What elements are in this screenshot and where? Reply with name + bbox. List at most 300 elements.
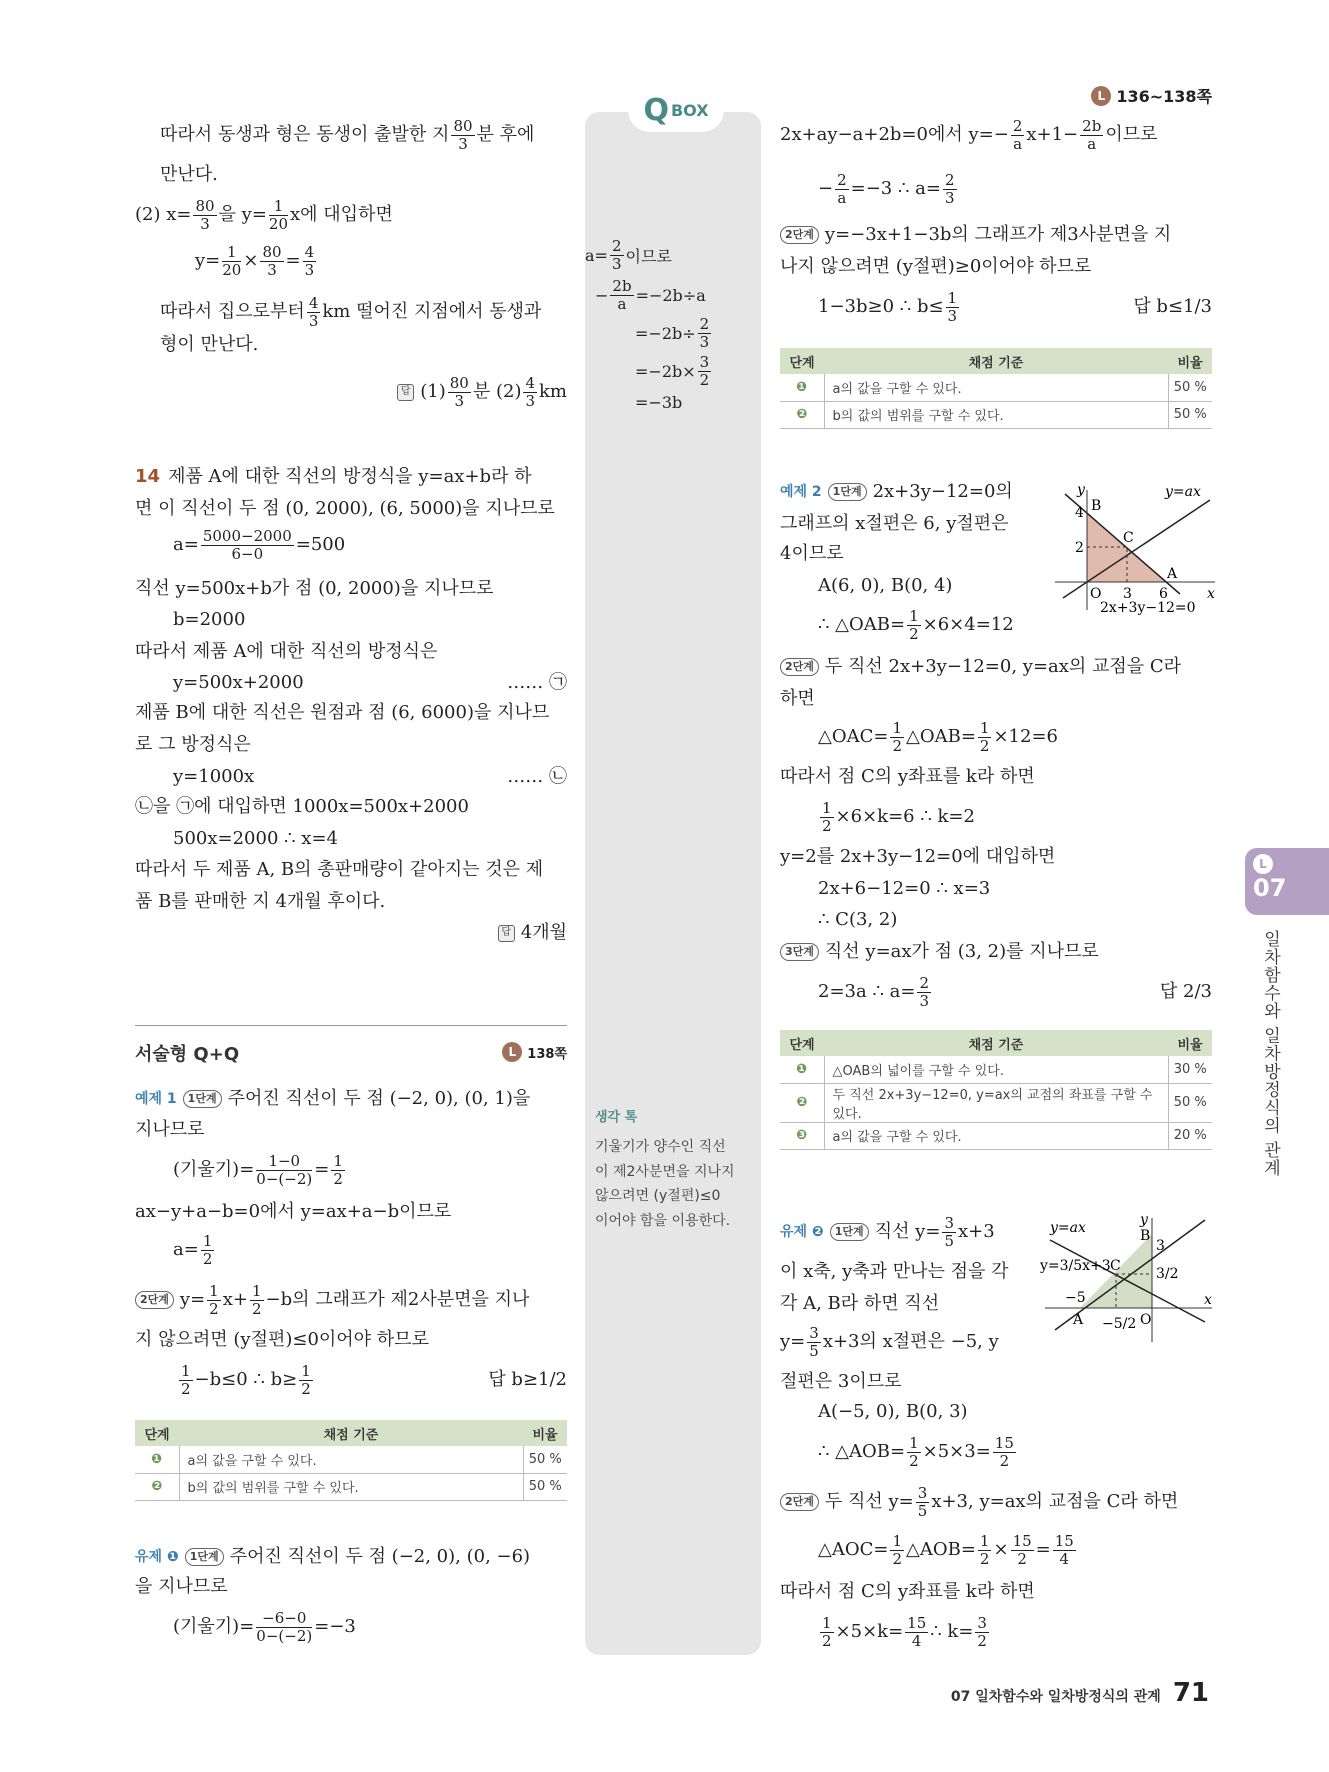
text-segment: 따라서 동생과 형은 동생이 출발한 지	[160, 124, 450, 145]
numerator: 80	[262, 242, 282, 261]
text-segment: 그래프의 x절편은 6, y절편은	[780, 513, 1009, 534]
point-c: C	[1123, 530, 1134, 546]
text-segment: a=	[173, 534, 199, 555]
text-segment: y=−3x+1−3b의 그래프가 제3사분면을 지	[824, 224, 1172, 245]
denominator: 3	[611, 254, 622, 273]
example-label: 예제 2	[780, 484, 822, 500]
text-segment: ×6×4=12	[922, 614, 1014, 635]
tip-title: 생각 톡	[595, 1110, 638, 1125]
fraction	[451, 118, 474, 153]
right-note: …… ㉡	[507, 766, 567, 787]
criterion: b의 값의 범위를 구할 수 있다.	[179, 1473, 523, 1500]
text-segment: =−3	[314, 1616, 356, 1637]
fraction	[917, 975, 931, 1010]
math-line	[173, 668, 567, 698]
q-logo-icon: Q	[643, 92, 669, 128]
math-line	[818, 905, 897, 935]
text-segment: −b≤0 ∴ b≥	[194, 1369, 298, 1390]
math-line	[135, 196, 393, 233]
denominator: 2	[909, 624, 919, 643]
numerator: 2	[699, 314, 710, 333]
text-segment: 이므로	[625, 246, 672, 266]
math-line	[135, 1572, 228, 1602]
tick-minus-5-2: −5/2	[1102, 1316, 1137, 1332]
tip-line: 이 제2사분면을 지나지	[595, 1163, 735, 1180]
fraction	[993, 1435, 1016, 1470]
text-segment: (기울기)=	[173, 1159, 255, 1180]
text-segment: 2x+6−12=0 ∴ x=3	[818, 878, 991, 899]
table-header: 비율	[1168, 1030, 1212, 1056]
numerator: 1	[209, 1281, 219, 1300]
point-a: A	[1167, 566, 1178, 582]
fraction	[610, 238, 624, 273]
math-line	[160, 116, 535, 153]
math-line	[780, 937, 1099, 967]
text-segment: x에 대입하면	[290, 204, 393, 225]
fraction	[193, 198, 216, 233]
denominator: a	[1013, 134, 1023, 153]
math-line	[135, 1325, 429, 1355]
text-segment: 절편은 3이므로	[780, 1371, 902, 1392]
ratio: 50 %	[523, 1473, 567, 1500]
numerator: 2	[837, 170, 847, 189]
text-segment: =	[314, 1159, 330, 1180]
text-segment: △AOC=	[818, 1539, 889, 1560]
text-segment: 직선 y=ax가 점 (3, 2)를 지나므로	[824, 941, 1099, 962]
scoring-table-2	[780, 1030, 1212, 1150]
example-label: 유제 ❶	[135, 1549, 179, 1565]
math-line	[135, 462, 532, 492]
y-label: y	[1140, 1212, 1148, 1228]
numerator: 1	[892, 718, 902, 737]
denominator: 6−0	[231, 544, 264, 563]
x-label: x	[1204, 1292, 1212, 1308]
math-line	[135, 792, 469, 822]
numerator: 15	[1054, 1531, 1074, 1550]
line-label: y=ax	[1165, 484, 1201, 500]
x-label: x	[1207, 586, 1215, 602]
math-line	[173, 762, 567, 792]
fraction	[307, 295, 321, 330]
fraction	[698, 354, 712, 389]
denominator: 5	[944, 1231, 954, 1250]
footer	[951, 1678, 1209, 1708]
fraction	[890, 1533, 904, 1568]
math-line	[498, 918, 567, 948]
section-ref-text: 138쪽	[527, 1046, 567, 1062]
math-line	[135, 1197, 451, 1227]
right-note: …… ㉠	[507, 672, 567, 693]
numerator: 4	[304, 242, 315, 261]
denominator: 3	[308, 311, 319, 330]
fraction	[835, 172, 849, 207]
math-line	[780, 652, 1181, 682]
text-segment: x+	[222, 1289, 248, 1310]
text-segment: 주어진 직선이 두 점 (−2, 0), (0, −6)	[229, 1546, 531, 1567]
fraction	[978, 1533, 992, 1568]
math-line	[818, 1433, 1018, 1470]
fraction	[820, 800, 834, 835]
math-line	[585, 236, 672, 273]
text-segment: 2=3a ∴ a=	[818, 981, 916, 1002]
text-segment: A(−5, 0), B(0, 3)	[818, 1401, 968, 1422]
page-ref-text: 136~138쪽	[1116, 87, 1212, 106]
example-label: 예제 1	[135, 1091, 177, 1107]
denominator: 2	[251, 1299, 262, 1318]
table-header: 채점 기준	[179, 1420, 523, 1446]
text-segment: a=	[173, 1239, 199, 1260]
math-line	[397, 373, 567, 410]
fraction	[201, 1233, 215, 1268]
text-segment: x+1−	[1026, 124, 1079, 145]
text-segment: 직선 y=	[874, 1221, 941, 1242]
math-line	[135, 1084, 530, 1114]
answer-icon: 답	[498, 925, 515, 942]
fraction	[820, 1615, 834, 1650]
text-segment: 나지 않으려면 (y절편)≥0이어야 하므로	[780, 256, 1092, 277]
step-number: ❷	[780, 401, 824, 428]
denominator: 20	[222, 260, 242, 279]
math-line	[818, 288, 1212, 325]
text-segment: 따라서 제품 A에 대한 직선의 방정식은	[135, 641, 438, 662]
math-line	[135, 1542, 530, 1572]
numerator: 2b	[612, 276, 632, 295]
point-c: C	[1110, 1258, 1121, 1274]
text-segment: 2x+3y−12=0의	[872, 481, 1013, 502]
section-title: 서술형 Q+Q	[135, 1044, 240, 1065]
numerator: 1	[269, 198, 288, 216]
text-segment: 각 A, B라 하면 직선	[780, 1293, 940, 1314]
numerator: 1	[909, 1433, 919, 1452]
math-line	[780, 116, 1158, 153]
text-segment: △OAC=	[818, 726, 889, 747]
ratio: 50 %	[1168, 1083, 1212, 1122]
fraction	[201, 528, 294, 563]
denominator: 2	[301, 1379, 311, 1398]
text-segment: b=2000	[173, 609, 246, 630]
step-badge: 1단계	[185, 1548, 224, 1566]
step-number: ❶	[780, 374, 824, 401]
math-line	[160, 330, 258, 360]
numerator: 1	[947, 288, 958, 307]
text-segment: ×6×k=6 ∴ k=2	[835, 806, 975, 827]
math-line	[160, 160, 218, 190]
table-row	[780, 1056, 1212, 1083]
denominator: 2	[979, 1549, 990, 1568]
math-line	[780, 1323, 999, 1360]
tick-minus-5: −5	[1065, 1290, 1086, 1306]
denominator: 0−(−2)	[256, 1626, 313, 1645]
text-segment: =−2b÷a	[635, 285, 706, 305]
section-ref	[502, 1042, 567, 1062]
math-line	[160, 293, 542, 330]
numerator: 2	[944, 170, 955, 189]
math-line	[780, 1213, 995, 1250]
math-line	[135, 574, 494, 604]
text-segment: 분 (2)	[472, 381, 522, 402]
text-segment: 4개월	[520, 922, 567, 943]
denominator: 2	[202, 1249, 213, 1268]
math-line	[780, 1289, 939, 1319]
text-segment: =	[285, 250, 301, 271]
math-line	[818, 874, 990, 904]
math-line	[818, 1613, 991, 1650]
fraction	[698, 316, 712, 351]
text-segment: x+3, y=ax의 교점을 C라 하면	[931, 1491, 1179, 1512]
example-label: 유제 ❷	[780, 1224, 824, 1240]
chapter-title-vertical: 일차함수와 일차방정식의 관계	[1260, 930, 1280, 1177]
fraction	[207, 1283, 221, 1318]
text-segment: =−3 ∴ a=	[850, 178, 941, 199]
denominator: 2	[892, 736, 902, 755]
text-segment: −b의 그래프가 제2사분면을 지나	[265, 1289, 530, 1310]
text-segment: 지 않으려면 (y절편)≤0이어야 하므로	[135, 1329, 429, 1350]
text-segment: A(6, 0), B(0, 4)	[818, 575, 953, 596]
math-line	[177, 1361, 567, 1398]
denominator: 3	[304, 260, 315, 279]
text-segment: =−2b÷	[635, 323, 696, 343]
denominator: 2	[979, 736, 990, 755]
math-line	[818, 798, 975, 835]
fraction	[179, 1363, 193, 1398]
text-segment: 형이 만난다.	[160, 334, 259, 355]
math-line	[818, 973, 1212, 1010]
text-segment: ×	[993, 1539, 1009, 1560]
fraction	[222, 244, 241, 279]
chapter-number: 07	[1253, 874, 1287, 902]
fraction	[331, 1153, 345, 1188]
text-segment: 제품 A에 대한 직선의 방정식을 y=ax+b라 하	[168, 466, 532, 487]
text-segment: y=	[179, 1289, 206, 1310]
text-segment: ×5×k=	[835, 1621, 904, 1642]
answer-icon: 답	[397, 384, 414, 401]
table-row	[780, 374, 1212, 401]
text-segment: ∴ C(3, 2)	[818, 909, 898, 930]
numerator: 1	[822, 1613, 832, 1632]
denominator: 2	[209, 1299, 219, 1318]
numerator: 3	[917, 1483, 928, 1502]
right-note: 답 b≥1/2	[488, 1369, 567, 1390]
numerator: 80	[449, 373, 469, 392]
denominator: 3	[458, 134, 468, 153]
math-line	[818, 1531, 1078, 1568]
point-b: B	[1140, 1228, 1151, 1244]
logo-text: BOX	[670, 100, 709, 120]
math-line	[780, 684, 815, 714]
fraction	[1011, 118, 1025, 153]
numerator: 3	[809, 1323, 819, 1342]
fraction	[978, 720, 992, 755]
math-line	[780, 842, 1055, 872]
step-badge: 2단계	[780, 658, 819, 676]
math-line	[135, 730, 251, 760]
table-row	[135, 1446, 567, 1473]
table-row	[135, 1473, 567, 1500]
numerator: 1	[822, 798, 832, 817]
text-segment: 로 그 방정식은	[135, 734, 251, 755]
numerator: 2	[1012, 116, 1023, 135]
text-segment: 따라서 두 제품 A, B의 총판매량이 같아지는 것은 제	[135, 859, 544, 880]
denominator: 2	[977, 1631, 987, 1650]
denominator: 20	[268, 214, 289, 233]
scoring-table-1	[780, 348, 1212, 429]
numerator: 2	[611, 236, 622, 255]
ratio: 50 %	[523, 1446, 567, 1473]
numerator: 1	[979, 1531, 990, 1550]
denominator: 5	[809, 1341, 819, 1360]
fraction	[299, 1363, 313, 1398]
math-line	[780, 509, 1009, 539]
table-header: 단계	[780, 1030, 824, 1056]
math-line	[780, 477, 1013, 507]
text-segment: 두 직선 y=	[824, 1491, 914, 1512]
math-line	[595, 276, 706, 313]
origin: O	[1140, 1312, 1152, 1328]
tick-3: 3	[1156, 1238, 1165, 1254]
text-segment: △OAB=	[906, 726, 976, 747]
numerator: 1	[979, 718, 990, 737]
text-segment: y=500x+2000	[173, 672, 304, 693]
math-line	[135, 1281, 530, 1318]
text-segment: y=1000x	[173, 766, 255, 787]
text-segment: −	[595, 285, 609, 305]
denominator: 3	[525, 391, 536, 410]
fraction	[1011, 1533, 1034, 1568]
criterion: 두 직선 2x+3y−12=0, y=ax의 교점의 좌표를 구할 수 있다.	[824, 1083, 1168, 1122]
denominator: a	[1087, 134, 1097, 153]
line-y-ax	[1050, 1240, 1205, 1322]
numerator: −6−0	[256, 1610, 312, 1628]
math-line	[780, 762, 1035, 792]
denominator: 2	[999, 1451, 1010, 1470]
origin: O	[1090, 586, 1102, 602]
denominator: 2	[822, 1631, 832, 1650]
fraction	[256, 1153, 312, 1188]
fraction	[907, 1435, 921, 1470]
numerator: 4	[308, 293, 319, 312]
fraction	[975, 1615, 989, 1650]
numerator: 15	[907, 1613, 927, 1632]
numerator: 1	[892, 1531, 902, 1550]
text-segment: ∴ k=	[930, 1621, 974, 1642]
text-segment: km	[539, 381, 567, 402]
problem-number: 14	[135, 466, 161, 487]
numerator: 2	[919, 973, 929, 992]
graph-exercise-2	[1040, 1212, 1215, 1347]
text-segment: y=	[195, 250, 221, 271]
numerator: 2b	[1082, 116, 1102, 135]
fraction	[1053, 1533, 1076, 1568]
denominator: 2	[909, 1451, 919, 1470]
tick-6: 6	[1159, 586, 1168, 602]
text-segment: ∴ △AOB=	[818, 1441, 906, 1462]
ratio: 30 %	[1168, 1056, 1212, 1083]
ratio: 50 %	[1168, 401, 1212, 428]
numerator: 1	[301, 1361, 311, 1380]
denominator: 5	[917, 1501, 928, 1520]
numerator: 5000−2000	[202, 526, 292, 545]
chapter-tab[interactable]	[1245, 848, 1329, 915]
numerator: 1	[181, 1361, 191, 1380]
text-segment: 따라서 점 C의 y좌표를 k라 하면	[780, 766, 1035, 787]
text-segment: 2x+ay−a+2b=0에서 y=−	[780, 124, 1009, 145]
numerator: 15	[1012, 1531, 1032, 1550]
step-number: ❸	[780, 1122, 824, 1149]
math-line	[135, 855, 543, 885]
math-line	[818, 1397, 968, 1427]
denominator: 2	[892, 1549, 902, 1568]
text-segment: −	[818, 178, 834, 199]
step-number: ❷	[780, 1083, 824, 1122]
step-badge: 1단계	[828, 483, 867, 501]
table-header: 비율	[1168, 348, 1212, 374]
math-line	[135, 698, 549, 728]
text-segment: 500x=2000 ∴ x=4	[173, 828, 338, 849]
text-segment: ∴ △OAB=	[818, 614, 906, 635]
ratio: 20 %	[1168, 1122, 1212, 1149]
y-label: y	[1077, 482, 1085, 498]
text-segment: 품 B를 판매한 지 4개월 후이다.	[135, 891, 386, 912]
text-segment: 제품 B에 대한 직선은 원점과 점 (6, 6000)을 지나므	[135, 702, 550, 723]
denominator: 0−(−2)	[256, 1169, 313, 1188]
numerator: 1	[222, 244, 241, 262]
numerator: 1	[909, 606, 919, 625]
text-segment: 1−3b≥0 ∴ b≤	[818, 296, 944, 317]
text-segment: x+3	[957, 1221, 995, 1242]
math-line	[818, 571, 952, 601]
text-segment: 따라서 점 C의 y좌표를 k라 하면	[780, 1581, 1035, 1602]
scoring-table	[135, 1420, 567, 1501]
divider	[135, 1025, 567, 1026]
math-line	[780, 1483, 1179, 1520]
text-segment: y=	[780, 1331, 806, 1352]
tick-2: 2	[1075, 540, 1084, 556]
graph-example-2	[1045, 480, 1220, 615]
center-notes	[585, 0, 761, 1772]
criterion: b의 값의 범위를 구할 수 있다.	[824, 401, 1168, 428]
denominator: 2	[699, 370, 710, 389]
denominator: 2	[822, 816, 832, 835]
text-segment: y=2를 2x+3y−12=0에 대입하면	[780, 846, 1056, 867]
table-header: 단계	[780, 348, 824, 374]
left-column	[135, 0, 567, 1772]
criterion: △OAB의 넓이를 구할 수 있다.	[824, 1056, 1168, 1083]
text-segment: =500	[295, 534, 346, 555]
math-line	[818, 718, 1058, 755]
denominator: 2	[1017, 1549, 1027, 1568]
math-line	[135, 887, 385, 917]
text-segment: △AOB=	[906, 1539, 976, 1560]
table-header: 비율	[523, 1420, 567, 1446]
numerator: 15	[994, 1433, 1014, 1452]
math-line	[780, 1577, 1035, 1607]
denominator: 3	[200, 214, 210, 233]
text-segment: 을 y=	[218, 204, 267, 225]
tip-line: 않으려면 (y절편)≤0	[595, 1188, 721, 1204]
right-note: 답 b≤1/3	[1133, 296, 1212, 317]
text-segment: =	[1035, 1539, 1051, 1560]
text-segment: 4이므로	[780, 543, 844, 564]
fraction	[807, 1325, 821, 1360]
text-segment: (기울기)=	[173, 1616, 255, 1637]
numerator: 1−0	[256, 1153, 312, 1171]
numerator: 80	[195, 196, 215, 215]
text-segment: 하면	[780, 688, 815, 709]
step-badge: 2단계	[780, 1493, 819, 1511]
right-note: 답 2/3	[1159, 981, 1212, 1002]
text-segment: 따라서 집으로부터	[160, 301, 305, 322]
math-line	[635, 314, 713, 351]
